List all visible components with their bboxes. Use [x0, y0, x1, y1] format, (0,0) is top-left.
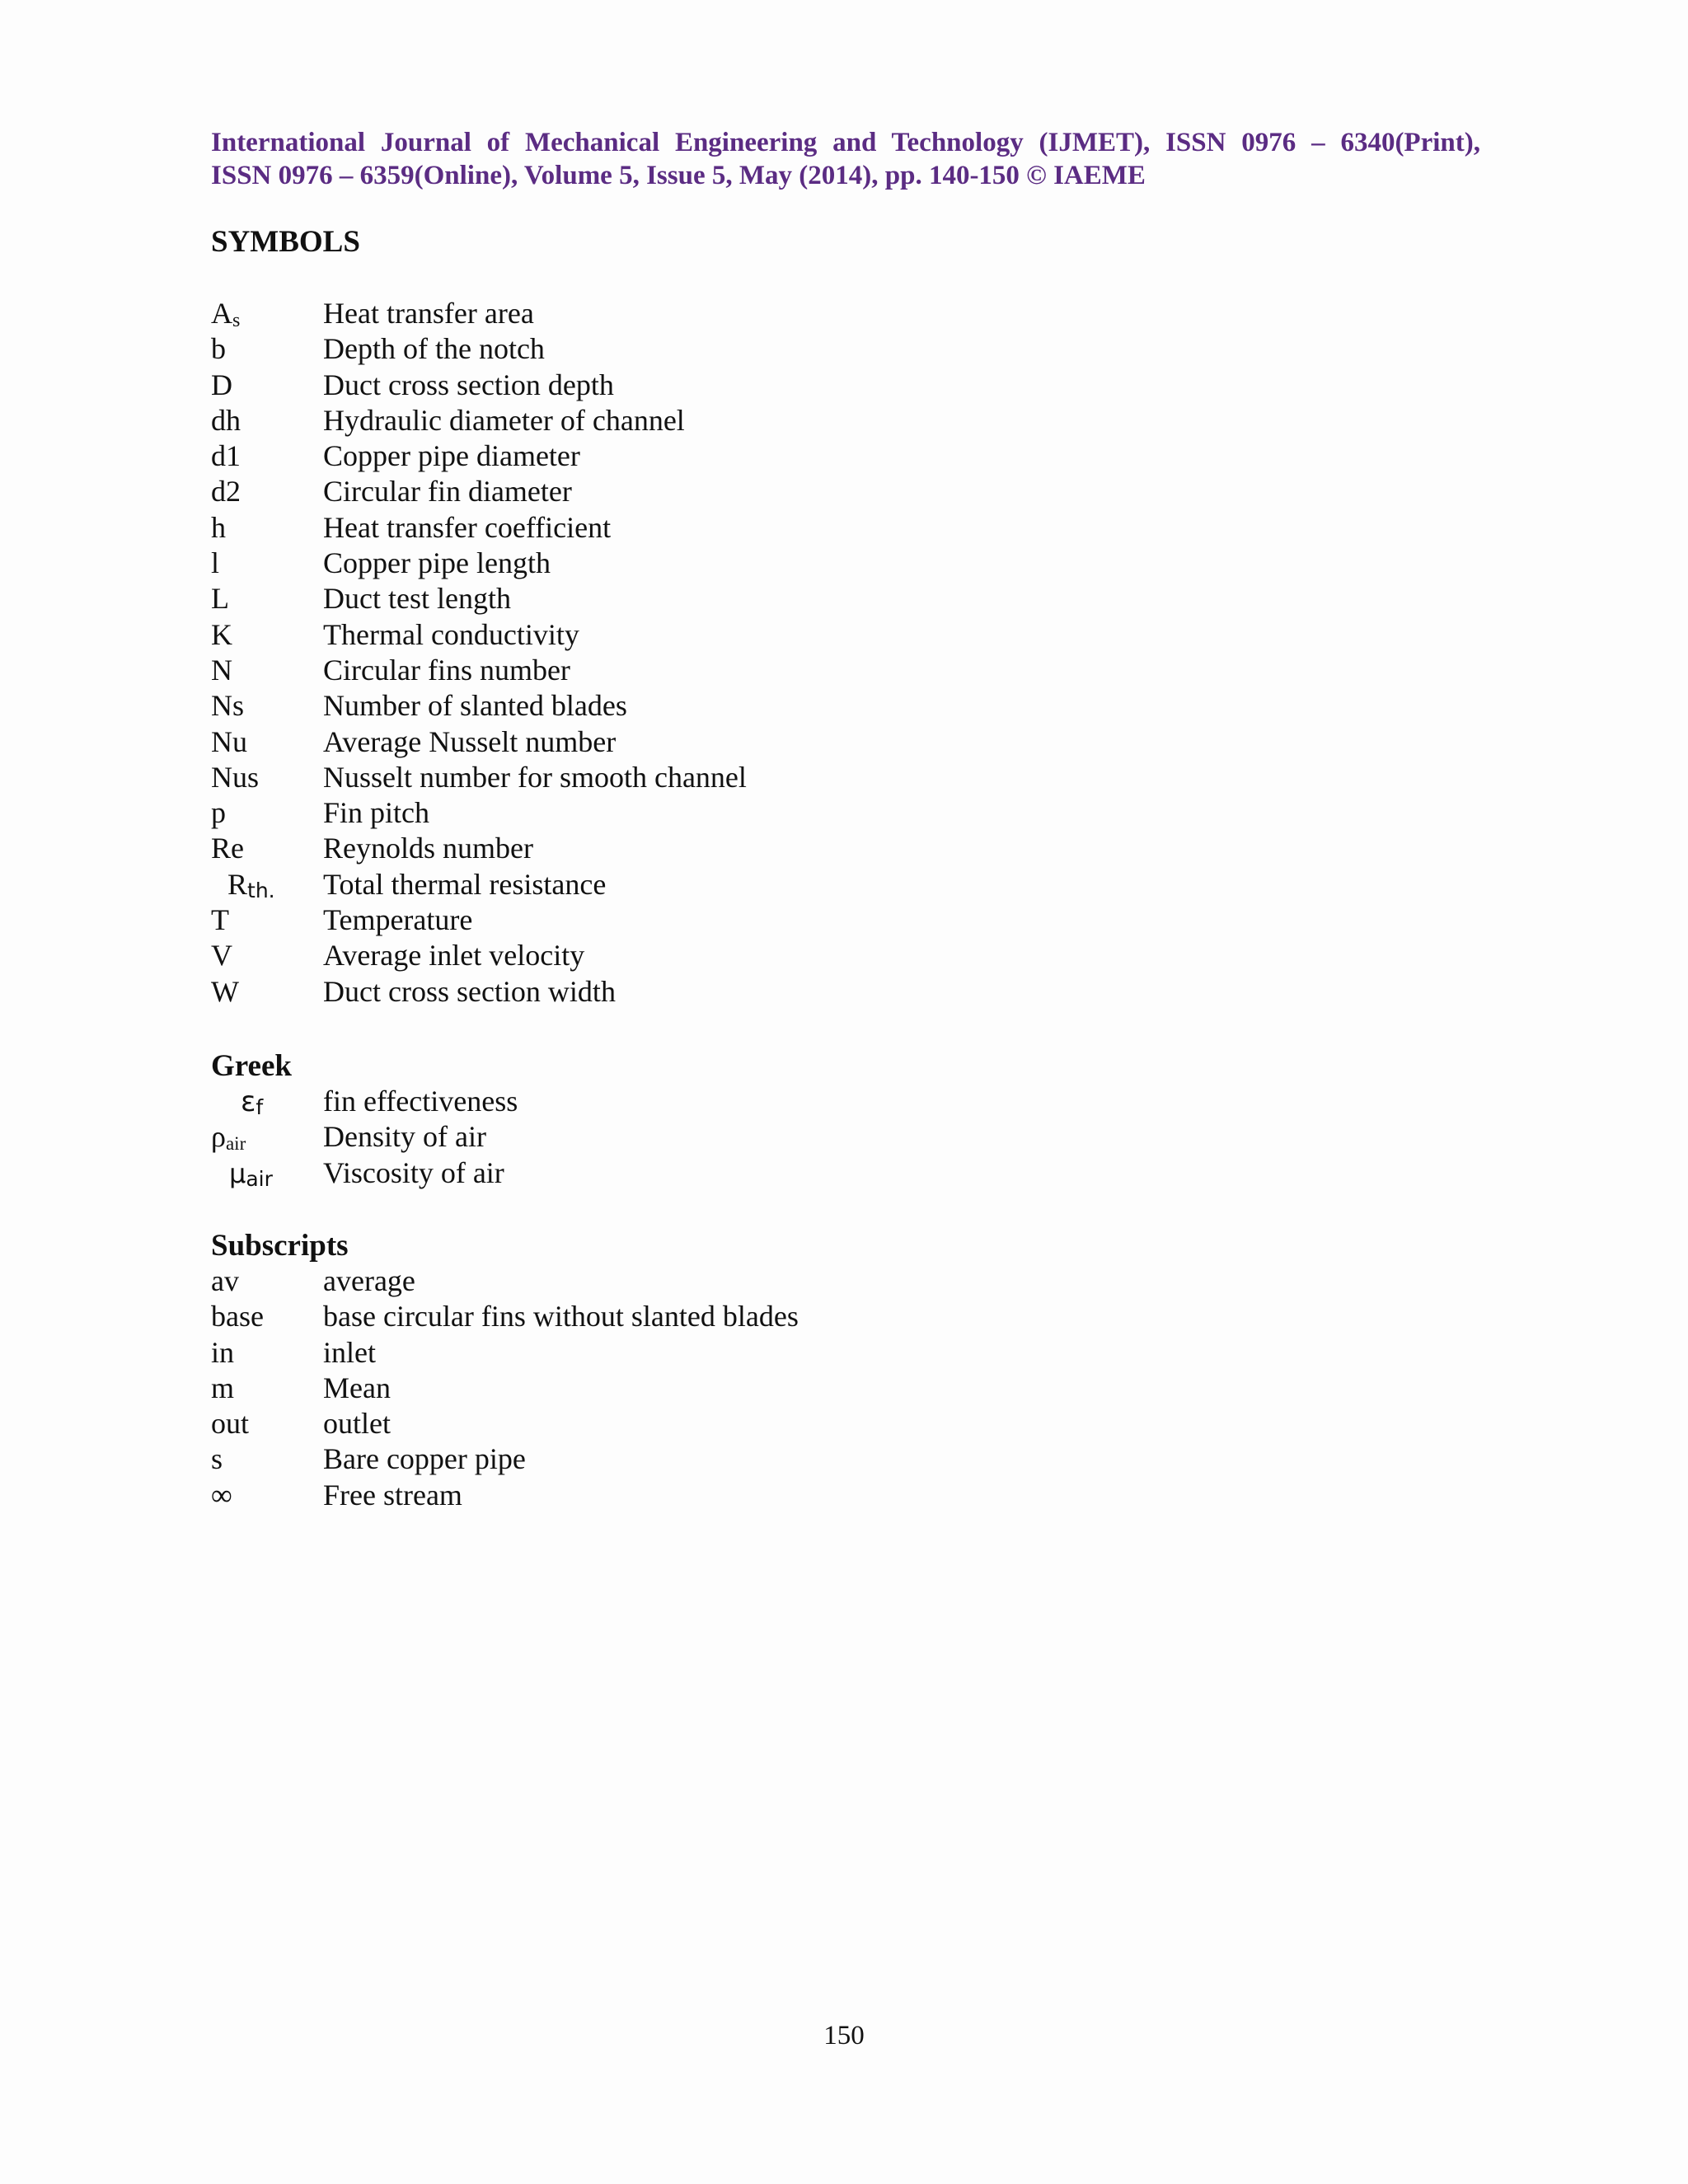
symbol-row: [211, 368, 1200, 403]
symbol-row: [211, 1155, 1200, 1191]
symbol-row: [211, 546, 1200, 581]
symbol: $\mu_{air}$: [229, 1157, 273, 1191]
subscript-row: [211, 1371, 1200, 1406]
symbol-description: Total thermal resistance: [323, 867, 607, 901]
subscript-row: [211, 1406, 1200, 1441]
symbol-description: Hydraulic diameter of channel: [323, 403, 685, 437]
greek-symbols-list: [211, 1084, 1200, 1191]
symbol-row: [211, 331, 1200, 367]
symbol-description: Copper pipe diameter: [323, 439, 580, 473]
subscript-description: average: [323, 1264, 415, 1297]
subscript-description: Mean: [323, 1371, 391, 1404]
subscript-description: Free stream: [323, 1478, 462, 1511]
symbol-row: [211, 296, 1200, 331]
symbol-row: [211, 760, 1200, 795]
symbol: Nus: [211, 760, 260, 794]
symbol-description: Copper pipe length: [323, 546, 551, 580]
subscript-row: [211, 1441, 1200, 1477]
symbol-row: [211, 510, 1200, 546]
symbol-row: [211, 867, 1200, 902]
symbol: d1: [211, 439, 241, 473]
symbol: W: [211, 974, 239, 1008]
symbol-description: Heat transfer area: [323, 297, 534, 330]
journal-header: [211, 126, 1480, 192]
symbol-row: [211, 617, 1200, 653]
symbol-row: [211, 1084, 1200, 1119]
symbol: h: [211, 510, 226, 544]
subscript-description: inlet: [323, 1335, 376, 1369]
symbol-row: [211, 724, 1200, 760]
symbol: $R_{th.}$: [227, 867, 275, 902]
subscript-description: outlet: [323, 1407, 391, 1441]
subscript-row: [211, 1263, 1200, 1299]
symbol: V: [211, 939, 232, 972]
symbol: dh: [211, 403, 241, 437]
symbol: $\varepsilon_f$: [241, 1085, 264, 1119]
symbol: l: [211, 546, 220, 580]
symbol-description: Heat transfer coefficient: [323, 510, 612, 544]
journal-header-line-1: International Journal of Mechanical Engineering and Technology (IJMET), ISSN 0976 – 6340(Print),: [211, 128, 1480, 157]
subscript-row: [211, 1335, 1200, 1371]
subscript-description: Bare copper pipe: [323, 1442, 526, 1476]
symbol: Nu: [211, 724, 247, 758]
symbol-description: Temperature: [323, 903, 473, 937]
symbol-row: [211, 653, 1200, 688]
subscript-symbol: m: [211, 1371, 235, 1404]
subscript-symbol: out: [211, 1407, 250, 1441]
symbols-list: [211, 296, 1200, 1010]
subscript-row: [211, 1299, 1200, 1334]
symbol: L: [211, 582, 229, 616]
subscript-symbol: s: [211, 1442, 223, 1476]
subscript-description: base circular fins without slanted blades: [323, 1300, 799, 1333]
symbol-description: Duct cross section depth: [323, 368, 614, 401]
subscripts-list: [211, 1263, 1200, 1513]
symbol-row: [211, 581, 1200, 616]
symbol: $\rho_{air}$: [211, 1120, 246, 1155]
symbol: N: [211, 653, 232, 687]
symbol: Ns: [211, 689, 245, 723]
symbol-description: fin effectiveness: [323, 1085, 518, 1118]
symbol-row: [211, 403, 1200, 438]
subscript-symbol: in: [211, 1335, 235, 1369]
subscripts-heading: Subscripts: [211, 1229, 349, 1263]
symbol-row: [211, 974, 1200, 1010]
symbol-description: Average Nusselt number: [323, 724, 617, 758]
symbol-description: Reynolds number: [323, 832, 533, 865]
symbol-description: Average inlet velocity: [323, 939, 585, 972]
symbol-description: Circular fin diameter: [323, 475, 572, 509]
subscript-symbol: av: [211, 1264, 239, 1297]
symbol: K: [211, 617, 232, 651]
symbol-row: [211, 688, 1200, 724]
symbol-description: Density of air: [323, 1120, 486, 1154]
symbol: d2: [211, 475, 241, 509]
symbol-row: [211, 1119, 1200, 1155]
symbol: Re: [211, 832, 244, 865]
symbol-description: Depth of the notch: [323, 332, 545, 366]
symbol-description: Nusselt number for smooth channel: [323, 760, 747, 794]
symbol-description: Duct test length: [323, 582, 511, 616]
symbol: T: [211, 903, 229, 937]
symbol-row: [211, 474, 1200, 509]
subscript-symbol: base: [211, 1300, 264, 1333]
subscript-symbol: ∞: [211, 1478, 232, 1511]
symbol-row: [211, 902, 1200, 938]
symbol: $A_s$: [211, 297, 241, 331]
symbol-description: Number of slanted blades: [323, 689, 627, 723]
symbol-row: [211, 438, 1200, 474]
symbol-description: Fin pitch: [323, 796, 430, 830]
symbol-description: Duct cross section width: [323, 974, 616, 1008]
journal-header-line-2: ISSN 0976 – 6359(Online), Volume 5, Issue 5, May (2014), pp. 140-150 © IAEME: [211, 161, 1146, 190]
symbol: D: [211, 368, 232, 401]
greek-heading: Greek: [211, 1049, 292, 1083]
symbol-row: [211, 831, 1200, 866]
symbol: p: [211, 796, 226, 830]
page-number: 150: [823, 2021, 865, 2050]
symbols-heading: SYMBOLS: [211, 225, 360, 259]
symbol-description: Viscosity of air: [323, 1155, 504, 1189]
symbol: b: [211, 332, 226, 366]
subscript-row: [211, 1478, 1200, 1513]
symbol-row: [211, 795, 1200, 831]
symbol-row: [211, 938, 1200, 973]
symbol-description: Circular fins number: [323, 653, 570, 687]
symbol-description: Thermal conductivity: [323, 617, 579, 651]
